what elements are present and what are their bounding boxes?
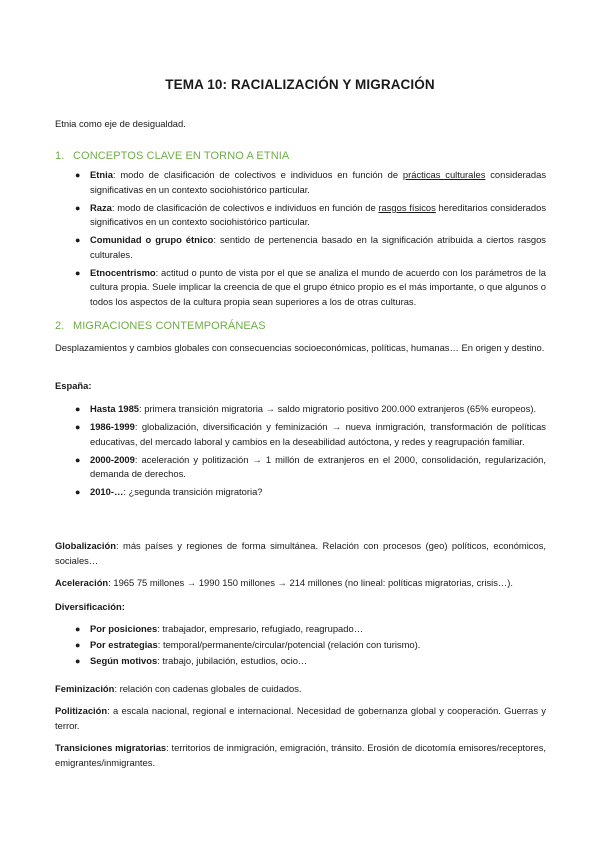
bullet-icon: ● bbox=[75, 656, 81, 667]
paragraph-text: : relación con cadenas globales de cuidados. bbox=[114, 683, 302, 694]
list-item bbox=[75, 638, 546, 653]
term: 2000-2009 bbox=[90, 453, 135, 465]
list-item bbox=[75, 453, 546, 482]
bullet-icon: ● bbox=[75, 235, 81, 246]
item-text: : primera transición migratoria → saldo migratorio positivo 200.000 extranjeros (65% europeos). bbox=[139, 403, 537, 414]
term: Globalización bbox=[55, 540, 116, 551]
definition-text: : modo de clasificación de colectivos e individuos en función de bbox=[112, 169, 403, 180]
term: Aceleración bbox=[55, 577, 109, 588]
paragraph-text: : 1965 75 millones → 1990 150 millones → 214 millones (no lineal: políticas migratorias, crisis…). bbox=[108, 577, 514, 588]
section-2-title: MIGRACIONES CONTEMPORÁNEAS bbox=[73, 320, 266, 332]
spain-timeline-list bbox=[75, 402, 546, 503]
bullet-icon: ● bbox=[75, 624, 81, 634]
definition-text: consideradas significativas en un contexto sociohistórico particular. bbox=[90, 169, 547, 195]
term: Etnocentrismo bbox=[90, 266, 156, 278]
paragraph-text: : a escala nacional, regional e internacional. Necesidad de gobernanza global y cooperación. Guerras y terror. bbox=[55, 705, 546, 731]
document-title: TEMA 10: RACIALIZACIÓN Y MIGRACIÓN bbox=[165, 77, 435, 92]
paragraph-text: : territorios de inmigración, emigración, tránsito. Erosión de dicotomía emisores/receptores, emigrantes/inmigrantes. bbox=[55, 742, 546, 768]
bullet-icon: ● bbox=[75, 421, 81, 432]
definition-text: : actitud o punto de vista por el que se analiza el mundo de acuerdo con los parámetros de la cultura propia. Suele implicar la creencia de que el grupo étnico propio es el más importante, o que algunos o todos los aspectos de la cultura propia sean superiores a los de otras culturas. bbox=[90, 266, 546, 307]
section-1-number: 1. bbox=[55, 150, 65, 162]
definition-text: : sentido de pertenencia basado en la significación atribuida a ciertos rasgos culturales. bbox=[90, 234, 546, 260]
politizacion-paragraph bbox=[55, 704, 546, 733]
term: Comunidad o grupo étnico bbox=[90, 234, 214, 246]
bullet-icon: ● bbox=[75, 202, 81, 213]
bullet-icon: ● bbox=[75, 454, 81, 465]
list-item bbox=[75, 485, 546, 500]
term: Politización bbox=[55, 705, 108, 716]
list-item bbox=[75, 420, 546, 449]
term: Según motivos bbox=[90, 655, 158, 667]
term: Por posiciones bbox=[90, 623, 158, 634]
transiciones-paragraph bbox=[55, 741, 546, 770]
term: Hasta 1985 bbox=[90, 403, 139, 414]
item-text: : temporal/permanente/circular/potencial (relación con turismo). bbox=[157, 639, 421, 651]
list-item bbox=[75, 402, 546, 417]
bullet-icon: ● bbox=[75, 640, 81, 651]
bullet-icon: ● bbox=[75, 404, 81, 414]
list-item bbox=[75, 654, 546, 669]
definition-text: : modo de clasificación de colectivos e individuos en función de bbox=[111, 201, 379, 213]
term: 2010-… bbox=[90, 486, 124, 498]
term: Por estrategias bbox=[90, 639, 158, 651]
item-text: : trabajo, jubilación, estudios, ocio… bbox=[157, 655, 308, 667]
underlined-text: rasgos físicos bbox=[378, 201, 436, 213]
aceleracion-paragraph bbox=[55, 576, 546, 591]
diversificacion-list bbox=[75, 622, 546, 670]
diversificacion-label: Diversificación: bbox=[55, 601, 125, 612]
spain-label: España: bbox=[55, 380, 92, 391]
list-item bbox=[75, 622, 546, 637]
term: Etnia bbox=[90, 169, 113, 180]
section-1-title: CONCEPTOS CLAVE EN TORNO A ETNIA bbox=[73, 150, 290, 162]
list-item bbox=[75, 201, 546, 230]
key-concepts-list bbox=[75, 168, 546, 313]
list-item bbox=[75, 266, 546, 310]
item-text: : aceleración y politización → 1 millón de extranjeros en el 2000, consolidación, regularización, demanda de derechos. bbox=[90, 453, 546, 480]
item-text: : ¿segunda transición migratoria? bbox=[123, 486, 263, 498]
term: 1986-1999 bbox=[90, 420, 135, 432]
term: Feminización bbox=[55, 683, 115, 694]
underlined-text: prácticas culturales bbox=[402, 169, 486, 180]
list-item bbox=[75, 233, 546, 262]
bullet-icon: ● bbox=[75, 170, 81, 180]
bullet-icon: ● bbox=[75, 487, 81, 498]
item-text: : globalización, diversificación y feminización → nueva inmigración, transformación de políticas educativas, del mercado laboral y cambios en la deseabilidad autóctona, y redes y reagrupación familiar. bbox=[90, 420, 546, 447]
term: Raza bbox=[90, 201, 112, 213]
bullet-icon: ● bbox=[75, 267, 81, 278]
globalizacion-paragraph bbox=[55, 539, 546, 568]
section-2-number: 2. bbox=[55, 320, 65, 332]
definition-text: hereditarios considerados significativos en un contexto sociohistórico particular. bbox=[90, 201, 547, 228]
list-item bbox=[75, 168, 546, 197]
term: Transiciones migratorias bbox=[55, 742, 167, 753]
section-2-heading bbox=[55, 320, 266, 332]
migrations-intro: Desplazamientos y cambios globales con consecuencias socioeconómicas, políticas, humanas… En origen y destino. bbox=[55, 342, 545, 353]
feminizacion-paragraph bbox=[55, 682, 546, 697]
paragraph-text: : más países y regiones de forma simultánea. Relación con procesos (geo) políticos, económicos, sociales… bbox=[55, 540, 546, 566]
intro-paragraph: Etnia como eje de desigualdad. bbox=[55, 118, 186, 129]
section-1-heading bbox=[55, 150, 289, 162]
item-text: : trabajador, empresario, refugiado, reagrupado… bbox=[157, 623, 364, 634]
